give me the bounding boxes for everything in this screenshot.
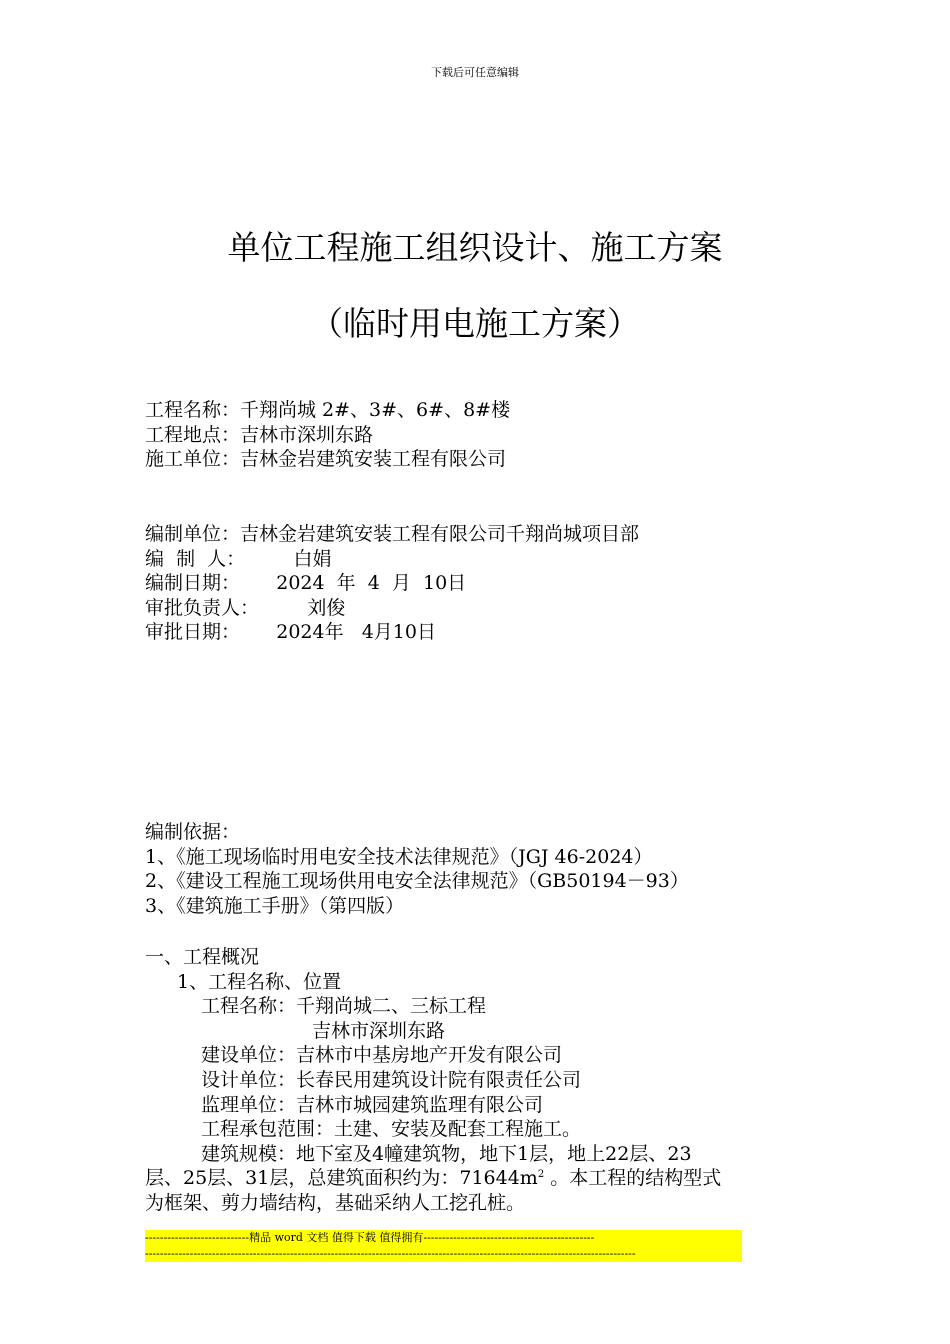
area-superscript: 2	[537, 1169, 545, 1181]
compile-unit: 编制单位：吉林金岩建筑安装工程有限公司千翔尚城项目部	[145, 523, 640, 545]
document-subtitle: （临时用电施工方案）	[310, 304, 640, 343]
overview-address: 吉林市深圳东路	[312, 1019, 446, 1042]
footer-banner	[145, 1230, 742, 1262]
compile-info	[145, 522, 805, 645]
banner-line: ----------------------------精品 word 文档 值得下载 值得拥有----------------------------------------------	[145, 1231, 595, 1244]
approve-date: 审批日期： 2024年 4月10日	[145, 621, 436, 644]
project-location: 工程地点：吉林市深圳东路	[145, 423, 374, 446]
approver: 审批负责人： 刘俊	[145, 596, 346, 619]
overview-supervisor: 监理单位：吉林市城园建筑监理有限公司	[201, 1093, 544, 1116]
overview-heading: 一、工程概况	[145, 946, 260, 968]
overview-section	[145, 945, 805, 1216]
page-header: 下载后可任意编辑	[431, 66, 519, 79]
basis-section	[145, 820, 805, 918]
basis-item: 3、《建筑施工手册》（第四版）	[145, 894, 405, 917]
basis-item: 2、《建设工程施工现场供用电安全法律规范》（GB50194－93）	[145, 870, 689, 893]
banner-line: ------------------------------------------------------------------------------------------------------------------------------------	[145, 1247, 636, 1260]
overview-name: 工程名称：千翔尚城二、三标工程	[201, 995, 487, 1018]
basis-heading: 编制依据：	[145, 821, 241, 843]
overview-builder: 建设单位：吉林市中基房地产开发有限公司	[201, 1044, 563, 1067]
overview-scale-line1: 建筑规模：地下室及4幢建筑物，地下1层，地上22层、23	[201, 1142, 692, 1165]
overview-scale-line3: 为框架、剪力墙结构，基础采纳人工挖孔桩。	[145, 1191, 526, 1214]
project-name: 工程名称：千翔尚城 2#、3#、6#、8#楼	[145, 399, 511, 421]
compile-person: 编 制 人： 白娟	[145, 547, 332, 570]
overview-subheading: 1、工程名称、位置	[177, 970, 342, 993]
overview-scope: 工程承包范围：土建、安装及配套工程施工。	[201, 1118, 582, 1141]
project-info	[145, 398, 805, 472]
overview-designer: 设计单位：长春民用建筑设计院有限责任公司	[201, 1068, 582, 1091]
basis-item: 1、《施工现场临时用电安全技术法律规范》（JGJ 46-2024）	[145, 845, 653, 868]
compile-date: 编制日期： 2024 年 4 月 10日	[145, 572, 467, 595]
overview-scale-line2	[145, 1166, 805, 1191]
project-contractor: 施工单位：吉林金岩建筑安装工程有限公司	[145, 448, 507, 471]
scale-text-tail: 。本工程的结构型式	[544, 1167, 722, 1190]
document-title: 单位工程施工组织设计、施工方案	[227, 228, 723, 267]
scale-text: 层、25层、31层，总建筑面积约为：71644m	[145, 1167, 538, 1190]
